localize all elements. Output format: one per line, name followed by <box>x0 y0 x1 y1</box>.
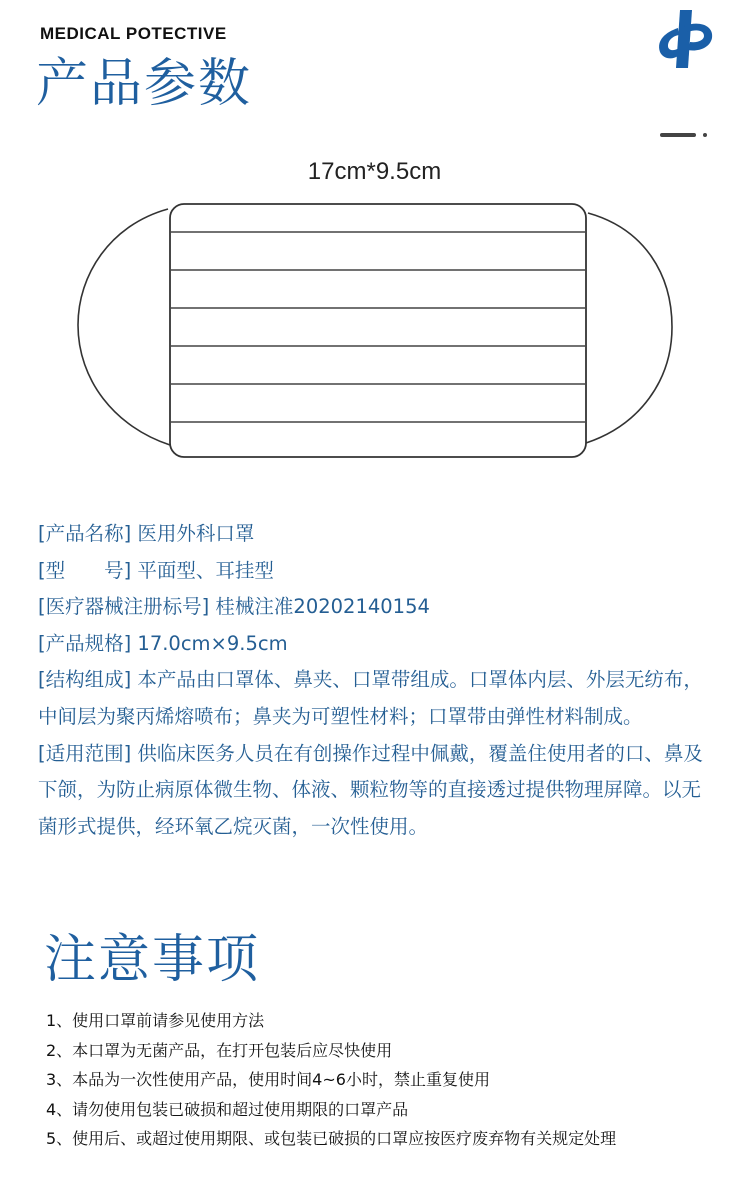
param-row <box>38 736 718 846</box>
param-value: 医用外科口罩 <box>131 522 255 545</box>
param-value: 本产品由口罩体、鼻夹、口罩带组成。口罩体内层、外层无纺布，中间层为聚丙烯熔喷布；鼻夹为可塑性材料；口罩带由弹性材料制成。 <box>38 668 703 728</box>
param-label: [适用范围] <box>38 741 132 765</box>
param-label: [产品名称] <box>38 522 132 545</box>
list-item: 1、使用口罩前请参见使用方法 <box>46 1011 265 1030</box>
param-label: [型 号] <box>38 558 132 582</box>
list-item: 2、本口罩为无菌产品，在打开包装后应尽快使用 <box>46 1040 393 1060</box>
list-item: 3、本品为一次性使用产品，使用时间4~6小时，禁止重复使用 <box>46 1070 490 1089</box>
left-ear-loop <box>78 209 170 445</box>
param-value: 桂械注准20202140154 <box>209 595 430 619</box>
mask-diagram <box>70 195 690 470</box>
param-value: 17.0cm×9.5cm <box>131 631 288 655</box>
param-label: [医疗器械注册标号] <box>38 595 210 619</box>
notice-list <box>46 1006 726 1154</box>
param-value: 平面型、耳挂型 <box>131 558 274 582</box>
product-parameters <box>38 516 718 845</box>
param-row <box>38 662 718 735</box>
param-row <box>38 589 718 626</box>
company-logo-icon <box>648 6 722 72</box>
mask-body <box>170 204 586 457</box>
param-label: [产品规格] <box>38 631 132 655</box>
section-title-notice: 注意事项 <box>44 930 261 990</box>
param-value: 供临床医务人员在有创操作过程中佩戴，覆盖住使用者的口、鼻及下颌，为防止病原体微生物、体液、颗粒物等的直接透过提供物理屏障。以无菌形式提供，经环氧乙烷灭菌，一次性使用。 <box>38 741 703 838</box>
decorative-dot <box>703 133 707 137</box>
list-item: 5、使用后、或超过使用期限、或包装已破损的口罩应按医疗废弃物有关规定处理 <box>46 1129 617 1148</box>
dimension-label: 17cm*9.5cm <box>307 158 442 185</box>
param-row <box>38 553 718 590</box>
list-item: 4、请勿使用包装已破损和超过使用期限的口罩产品 <box>46 1099 409 1119</box>
decorative-dash <box>660 133 696 137</box>
brand-tagline: MEDICAL POTECTIVE <box>40 24 227 43</box>
param-label: [结构组成] <box>38 668 132 692</box>
right-ear-loop <box>586 213 672 443</box>
param-row <box>38 516 718 553</box>
param-row <box>38 626 718 663</box>
section-title-params: 产品参数 <box>36 54 253 114</box>
